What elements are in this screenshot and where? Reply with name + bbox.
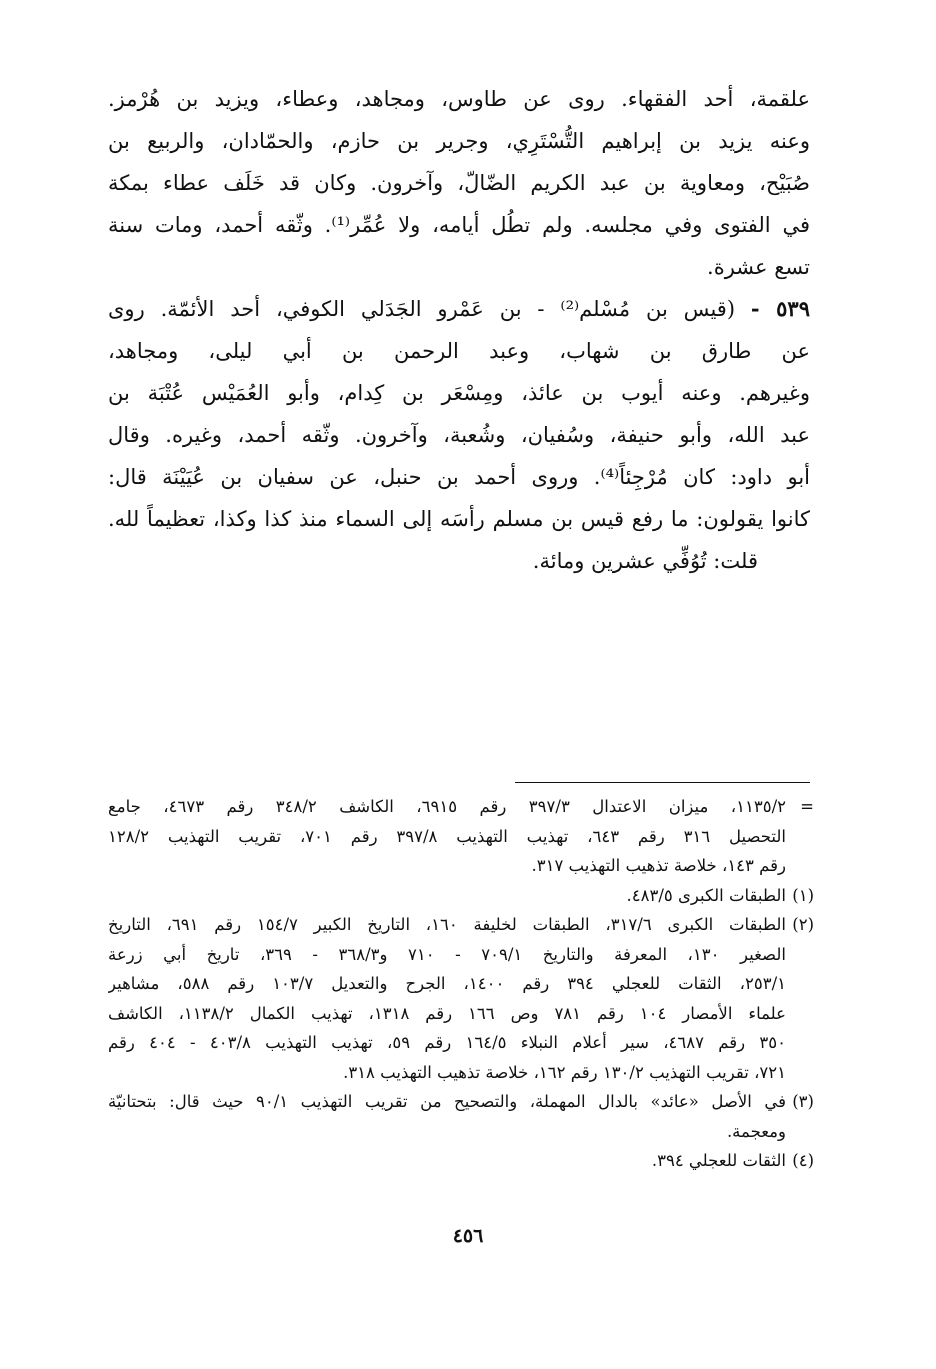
main-text-line: تسع عشرة. [707,255,810,279]
footnote-line: رقم ١٤٣، خلاصة تذهيب التهذيب ٣١٧. [531,856,786,875]
entry-heading-line [108,288,810,330]
entry-heading-text: (قيس بن مُسْلم⁽²⁾ - بن عَمْرو الجَدَلي الكوفي، أحد الأئمّة. روى [108,297,736,321]
footnote-marker: (٤) [792,1151,814,1170]
main-text-line: في الفتوى وفي مجلسه. ولم تطُل أيامه، ولا عُمِّر⁽¹⁾. وثّقه أحمد، ومات سنة [108,213,810,237]
main-text-line: وغيرهم. وعنه أيوب بن عائذ، ومِسْعَر بن كِدام، وأبو العُمَيْس عُتْبَة بن [108,381,810,405]
footnotes-block [108,792,814,1176]
footnote-line: ٧٢١، تقريب التهذيب ١٣٠/٢ رقم ١٦٢، خلاصة تذهيب التهذيب ٣١٨. [343,1062,786,1082]
footnote-line: ٢٥٣/١، الثقات للعجلي ٣٩٤ رقم ١٤٠٠، الجرح والتعديل ١٠٣/٧ رقم ٥٨٨، مشاهير [108,974,786,993]
footnote-divider [515,782,810,783]
main-text-line: صُبَيْح، ومعاوية بن عبد الكريم الضّالّ، وآخرون. وكان قد خَلَف عطاء بمكة [108,171,810,195]
main-text-line: وعنه يزيد بن إبراهيم التُّسْتَرِي، وجرير بن حازم، والحمّادان، والربيع بن [108,129,810,153]
main-text-line: أبو داود: كان مُرْجِئاً⁽⁴⁾. وروى أحمد بن حنبل، عن سفيان بن عُيَيْنَة قال: [108,465,810,489]
footnote-line: الصغير ١٣٠، المعرفة والتاريخ ٧٠٩/١ - ٧١٠ و٣٦٨/٣ - ٣٦٩، تاريخ أبي زرعة [108,944,786,964]
footnote-text: ١١٣٥/٢، ميزان الاعتدال ٣٩٧/٣ رقم ٦٩١٥، الكاشف ٣٤٨/٢ رقم ٤٦٧٣، جامع [108,797,786,816]
footnote-text: الثقات للعجلي ٣٩٤. [651,1151,786,1170]
footnote-marker: (٣) [792,1092,814,1111]
footnote-text: الطبقات الكبرى ٤٨٣/٥. [626,885,786,905]
footnote-text: في الأصل «عائد» بالدال المهملة، والتصحيح من تقريب التهذيب ٩٠/١ حيث قال: بتحتانيّة [108,1092,786,1111]
entry-number: ٥٣٩ - [750,296,810,321]
footnote-line: علماء الأمصار ١٠٤ رقم ٧٨١ وص ١٦٦ رقم ١٣١٨، تهذيب الكمال ١١٣٨/٢، الكاشف [108,1003,786,1023]
page-number: ٤٥٦ [452,1225,484,1247]
footnote-continuation-marker: = [800,797,814,816]
footnote-line [108,1146,814,1176]
main-text-line: علقمة، أحد الفقهاء. روى عن طاوس، ومجاهد، وعطاء، ويزيد بن هُرْمز. [108,87,810,111]
footnote-line [108,792,814,822]
footnote-text: الطبقات الكبرى ٣١٧/٦، الطبقات لخليفة ١٦٠، التاريخ الكبير ١٥٤/٧ رقم ٦٩١، التاريخ [108,915,786,934]
footnote-marker: (١) [792,885,814,905]
footnote-line [108,881,814,911]
main-text-line: عبد الله، وأبو حنيفة، وسُفيان، وشُعبة، وآخرون. وثّقه أحمد، وغيره. وقال [108,423,810,447]
footnote-line: التحصيل ٣١٦ رقم ٦٤٣، تهذيب التهذيب ٣٩٧/٨ رقم ٧٠١، تقريب التهذيب ١٢٨/٢ [108,826,786,846]
main-text-line: كانوا يقولون: ما رفع قيس بن مسلم رأسَه إلى السماء منذ كذا وكذا، تعظيماً لله. [108,507,810,531]
main-text-line: عن طارق بن شهاب، وعبد الرحمن بن أبي ليلى، ومجاهد، [108,339,810,363]
main-text-block [108,78,810,582]
footnote-line: ومعجمة. [726,1121,786,1141]
main-text-line: قلت: تُوُفِّي عشرين ومائة. [532,549,758,573]
footnote-line: ٣٥٠ رقم ٤٦٨٧، سير أعلام النبلاء ١٦٤/٥ رقم ٥٩، تهذيب التهذيب ٤٠٣/٨ - ٤٠٤ رقم [108,1033,786,1052]
footnote-line [108,1087,814,1117]
footnote-marker: (٢) [792,915,814,934]
footnote-line [108,910,814,940]
